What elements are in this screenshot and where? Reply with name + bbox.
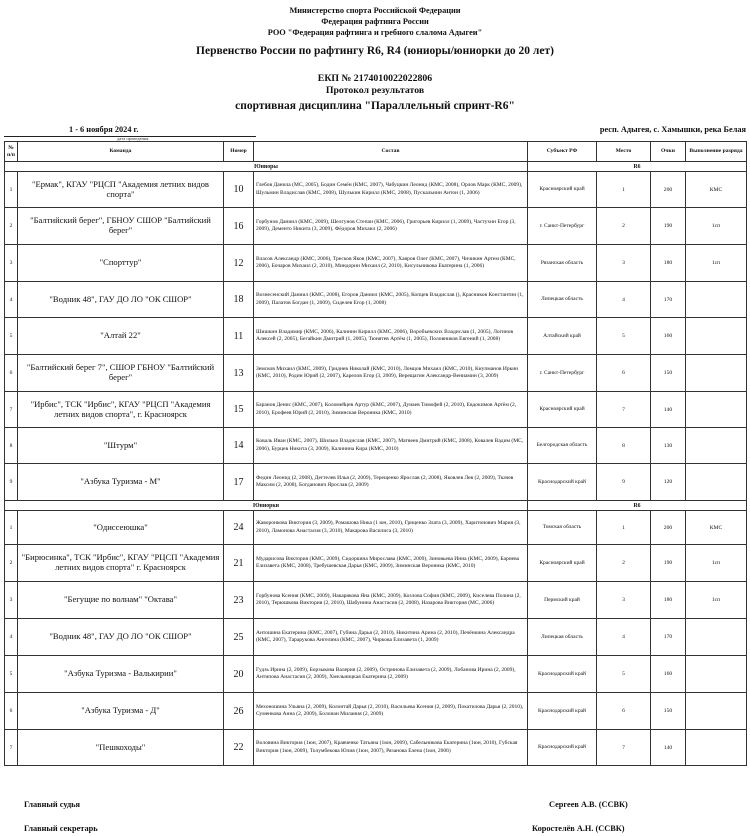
row-team: "Балтийский берег 7", СШОР ГБНОУ "Балтийский берег" [18,355,224,392]
table-row [5,208,747,245]
row-crew: Земсков Михаил (КМС, 2009), Гриднев Николай (КМС, 2010), Ломцов Михаил (КМС, 2010), Кнупманов Иркин (КМС, 2010), Родин Юрий (2, 2007), Карелов Егор (3, 2009), Верещагин Александр-Вениамин (3, 2009) [254,355,528,392]
row-crew: Шишкин Владимир (КМС, 2006), Калинин Кирилл (КМС, 2006), Воробьевских Владислав (1, 2005), Логинов Алексей (2, 2005), Бегайкин Дмитрий (1, 2005), Тюнятев Артём (1, 2005), Половников Евгений (1, 2008) [254,318,528,355]
row-region: Белгородская область [528,428,597,464]
row-bib: 14 [224,428,254,464]
table-row [5,545,747,582]
row-place: 2 [597,545,651,582]
row-bib: 16 [224,208,254,245]
table-row [5,693,747,730]
row-crew: Воловина Виктория (1юн, 2007), Кравченко Татьяна (1юн, 2009), Сабельникова Екатерина (1юн, 2010), Губская Виктория (1юн, 2009), Толумбекова Юлия (1юн, 2007), Рязанова Елена (1юн, 2006) [254,730,528,766]
row-points: 180 [651,582,686,619]
table-row [5,619,747,656]
row-num: 8 [5,428,18,464]
row-region: Пермский край [528,582,597,619]
row-team: "Бирюсинка", ТСК "Ирбис", КГАУ "РЦСП "Академия летних видов спорта" г. Красноярск [18,545,224,582]
row-num: 7 [5,730,18,766]
col-team: Команда [18,142,224,162]
table-row [5,428,747,464]
group-name: Юниоры [5,162,528,172]
results-table [4,141,747,766]
row-team: "Ермак", КГАУ "РЦСП "Академия летних видов спорта" [18,172,224,208]
group-boat: R6 [528,162,747,172]
row-rank: КМС [686,172,747,208]
table-row [5,245,747,282]
row-region: Красноярский край [528,545,597,582]
row-num: 2 [5,208,18,245]
row-rank [686,318,747,355]
row-rank [686,428,747,464]
ministry-title: Министерство спорта Российской Федерации [289,6,461,15]
row-points: 140 [651,392,686,428]
row-region: Краснодарский край [528,656,597,693]
row-rank: 1сп [686,582,747,619]
col-bib: Номер [224,142,254,162]
chief-secretary-name: Коростелёв А.Н. (ССВК) [532,824,625,833]
table-row [5,318,747,355]
row-crew: Власов Александр (КМС, 2006), Тресков Яков (КМС, 2007), Хаяров Олег (КМС, 2007), Чичикин Артем (КМС, 2006), Бочаров Михаил (2, 2010), Миндорин Михаил (2, 2010), Кисульникова Екатерина (1, 2006) [254,245,528,282]
discipline-title: спортивная дисциплина "Параллельный спринт-R6" [235,100,515,112]
row-crew: Мударисова Виктория (КМС, 2009), Сидоркина Мирослава (КМС, 2009), Зиновьева Инна (КМС, 2009), Барнева Елизавета (КМС, 2008), Требушевская Дарья (КМС, 2009), Зиминская Вероника (КМС, 2010) [254,545,528,582]
row-place: 5 [597,656,651,693]
row-place: 1 [597,511,651,545]
row-place: 3 [597,582,651,619]
row-rank: 1сп [686,208,747,245]
row-num: 5 [5,656,18,693]
row-region: Рязанская область [528,245,597,282]
row-bib: 20 [224,656,254,693]
row-num: 9 [5,464,18,501]
row-points: 190 [651,545,686,582]
row-place: 6 [597,355,651,392]
row-points: 130 [651,428,686,464]
row-crew: Глебов Данила (МС, 2005), Бодин Семён (КМС, 2007), Чабуцкин Леонид (КМС, 2008), Орлов Марк (КМС, 2009), Шульмин Владислав (КМС, 2008), Шулькин Кирилл (КМС, 2008), Пускальнин Антон (1, 2006) [254,172,528,208]
row-rank [686,693,747,730]
row-points: 190 [651,208,686,245]
row-rank: 1сп [686,245,747,282]
row-team: "Балтийский берег", ГБНОУ СШОР "Балтийский берег" [18,208,224,245]
row-bib: 23 [224,582,254,619]
row-team: "Азбука Туризма - Д" [18,693,224,730]
row-points: 200 [651,172,686,208]
row-points: 160 [651,656,686,693]
row-rank [686,392,747,428]
row-rank [686,730,747,766]
dates-caption: дата проведения [117,136,149,141]
row-team: "Бегущие по волнам" "Октава" [18,582,224,619]
row-num: 1 [5,172,18,208]
row-region: Липецкая область [528,619,597,656]
table-row [5,282,747,318]
roo-title: РОО "Федерация рафтинга и гребного слалома Адыгеи" [267,28,483,37]
row-rank [686,282,747,318]
row-team: "Азбука Туризма - Валькирии" [18,656,224,693]
row-place: 6 [597,693,651,730]
table-row [5,355,747,392]
row-num: 2 [5,545,18,582]
row-region: Томская область [528,511,597,545]
row-rank: КМС [686,511,747,545]
row-points: 180 [651,245,686,282]
row-region: Красноярский край [528,172,597,208]
federation-title: Федерация рафтинга России [321,17,429,26]
row-points: 200 [651,511,686,545]
row-crew: Вознесенский Даниил (КМС, 2008), Егоров Даниил (КМС, 2005), Копцев Владислав (), Красников Константин (1, 2009), Палатов Богдан (1, 2009), Сиделев Егор (1, 2008) [254,282,528,318]
row-team: "Спорттур" [18,245,224,282]
row-place: 4 [597,282,651,318]
row-crew: Мехоношина Ульяна (2, 2009), Колонтай Дарья (2, 2010), Васильева Ксения (2, 2009), Покатилова Дарья (2, 2010), Суменкова Анна (2, 2009), Болонан Милания (2, 2009) [254,693,528,730]
row-crew: Горбунов Даниил (КМС, 2009), Шелгунов Степан (КМС, 2006), Григорьев Кирилл (1, 2009), Частухин Егор (3, 2009), Дементо Никита (3, 2009), Фёдоров Михаил (2, 2006) [254,208,528,245]
row-crew: Жаворонкова Виктория (3, 2009), Ромашова Ника (1 юн, 2010), Гриценко Злата (3, 2009), Харитонович Мария (3, 2010), Ламонова Анастасия (3, 2010), Макарова Василиса (3, 2010) [254,511,528,545]
row-crew: Горбунова Ксения (КМС, 2009), Накарякова Яна (КМС, 2009), Козлова София (КМС, 2009), Киселева Полина (2, 2010), Терюшкова Виктория (2, 2010), Шабунина Анастасия (2, 2008), Назарова Виктория (МС, 2006) [254,582,528,619]
row-num: 3 [5,582,18,619]
row-bib: 11 [224,318,254,355]
row-team: "Водник 48", ГАУ ДО ЛО "ОК СШОР" [18,282,224,318]
row-points: 170 [651,619,686,656]
chief-judge-name: Сергеев А.В. (ССВК) [549,800,628,809]
row-bib: 21 [224,545,254,582]
table-row [5,656,747,693]
row-bib: 15 [224,392,254,428]
group-row-junior-women [5,501,747,511]
group-row-juniors [5,162,747,172]
row-crew: Федин Леонид (2, 2008), Дегтелев Илья (2, 2009), Терещенко Ярослав (2, 2008), Яковлев Лев (2, 2009), Ткачев Максим (2, 2008), Богданович Ярослав (2, 2009) [254,464,528,501]
row-num: 6 [5,355,18,392]
row-bib: 26 [224,693,254,730]
row-rank [686,464,747,501]
row-bib: 13 [224,355,254,392]
row-team: "Водник 48", ГАУ ДО ЛО "ОК СШОР" [18,619,224,656]
row-place: 7 [597,392,651,428]
row-team: "Пешкоходы" [18,730,224,766]
col-num: № п/п [5,142,18,162]
row-rank [686,355,747,392]
row-points: 160 [651,318,686,355]
col-region: Субъект РФ [528,142,597,162]
row-place: 2 [597,208,651,245]
row-team: "Азбука Туризма - М" [18,464,224,501]
row-bib: 12 [224,245,254,282]
table-row [5,511,747,545]
row-crew: Баранов Денис (КМС, 2007), Коломейцев Артур (КМС, 2007), Дунаев Тимофей (2, 2010), Евдокимов Артём (2, 2010), Ерофеев Юрий (2, 2010), Зиминская Вероника (КМС, 2010) [254,392,528,428]
table-row [5,582,747,619]
col-place: Место [597,142,651,162]
row-team: "Ирбис", ТСК "Ирбис", КГАУ "РЦСП "Академия летних видов спорта", г. Красноярск [18,392,224,428]
table-row [5,464,747,501]
row-crew: Гудзь Ирина (2, 2009), Борзыкова Валерия (2, 2009), Остринова Елизавета (2, 2009), Лобанова Ирина (2, 2009), Антипова Анастасия (2, 2009), Хмельницкая Екатерина (2, 2009) [254,656,528,693]
row-crew: Антошина Екатерина (КМС, 2007), Губина Дарья (2, 2010), Никитина Арина (2, 2010), Печёнкина Александра (КМС, 2007), Тарарукова Ангелина (КМС, 2007), Чиркова Елизавета (1, 2009) [254,619,528,656]
row-points: 150 [651,693,686,730]
row-place: 9 [597,464,651,501]
event-location: респ. Адыгея, с. Хамышки, река Белая [599,125,746,134]
row-num: 6 [5,693,18,730]
row-bib: 22 [224,730,254,766]
col-points: Очки [651,142,686,162]
row-num: 1 [5,511,18,545]
row-region: г. Санкт-Петербург [528,355,597,392]
row-num: 4 [5,282,18,318]
protocol-title: Протокол результатов [325,85,425,96]
col-rank: Выполнение разряда [686,142,747,162]
row-place: 7 [597,730,651,766]
row-crew: Коваль Иван (КМС, 2007), Шилько Владислав (КМС, 2007), Матвеев Дмитрий (КМС, 2008), Ковалев Вадим (МС, 2006), Бурцев Никита (3, 2009), Калинина Кира (КМС, 2010) [254,428,528,464]
row-team: "Одиссеюшка" [18,511,224,545]
row-points: 170 [651,282,686,318]
row-team: "Штурм" [18,428,224,464]
group-boat: R6 [528,501,747,511]
row-region: Краснодарский край [528,693,597,730]
row-region: Алтайский край [528,318,597,355]
row-bib: 18 [224,282,254,318]
row-num: 3 [5,245,18,282]
table-row [5,392,747,428]
row-place: 1 [597,172,651,208]
row-points: 150 [651,355,686,392]
ekp-number: ЕКП № 2174010022022806 [317,73,433,84]
row-team: "Алтай 22" [18,318,224,355]
row-rank [686,619,747,656]
chief-judge-label: Главный судья [24,800,81,809]
row-region: Липецкая область [528,282,597,318]
row-bib: 10 [224,172,254,208]
row-rank [686,656,747,693]
row-bib: 17 [224,464,254,501]
row-bib: 25 [224,619,254,656]
row-place: 5 [597,318,651,355]
group-name: Юниорки [5,501,528,511]
row-points: 120 [651,464,686,501]
row-bib: 24 [224,511,254,545]
row-region: Красноярский край [528,392,597,428]
row-place: 4 [597,619,651,656]
chief-secretary-label: Главный секретарь [24,824,98,833]
row-num: 5 [5,318,18,355]
row-num: 4 [5,619,18,656]
championship-title: Первенство России по рафтингу R6, R4 (юниоры/юниорки до 20 лет) [196,45,554,57]
row-rank: 1сп [686,545,747,582]
table-row [5,172,747,208]
row-place: 8 [597,428,651,464]
col-crew: Состав [254,142,528,162]
row-place: 3 [597,245,651,282]
table-header-row [5,142,747,162]
row-region: Краснодарский край [528,730,597,766]
row-region: Краснодарский край [528,464,597,501]
row-region: г. Санкт-Петербург [528,208,597,245]
table-row [5,730,747,766]
row-num: 7 [5,392,18,428]
event-dates: 1 - 6 ноября 2024 г. [69,125,139,134]
row-points: 140 [651,730,686,766]
